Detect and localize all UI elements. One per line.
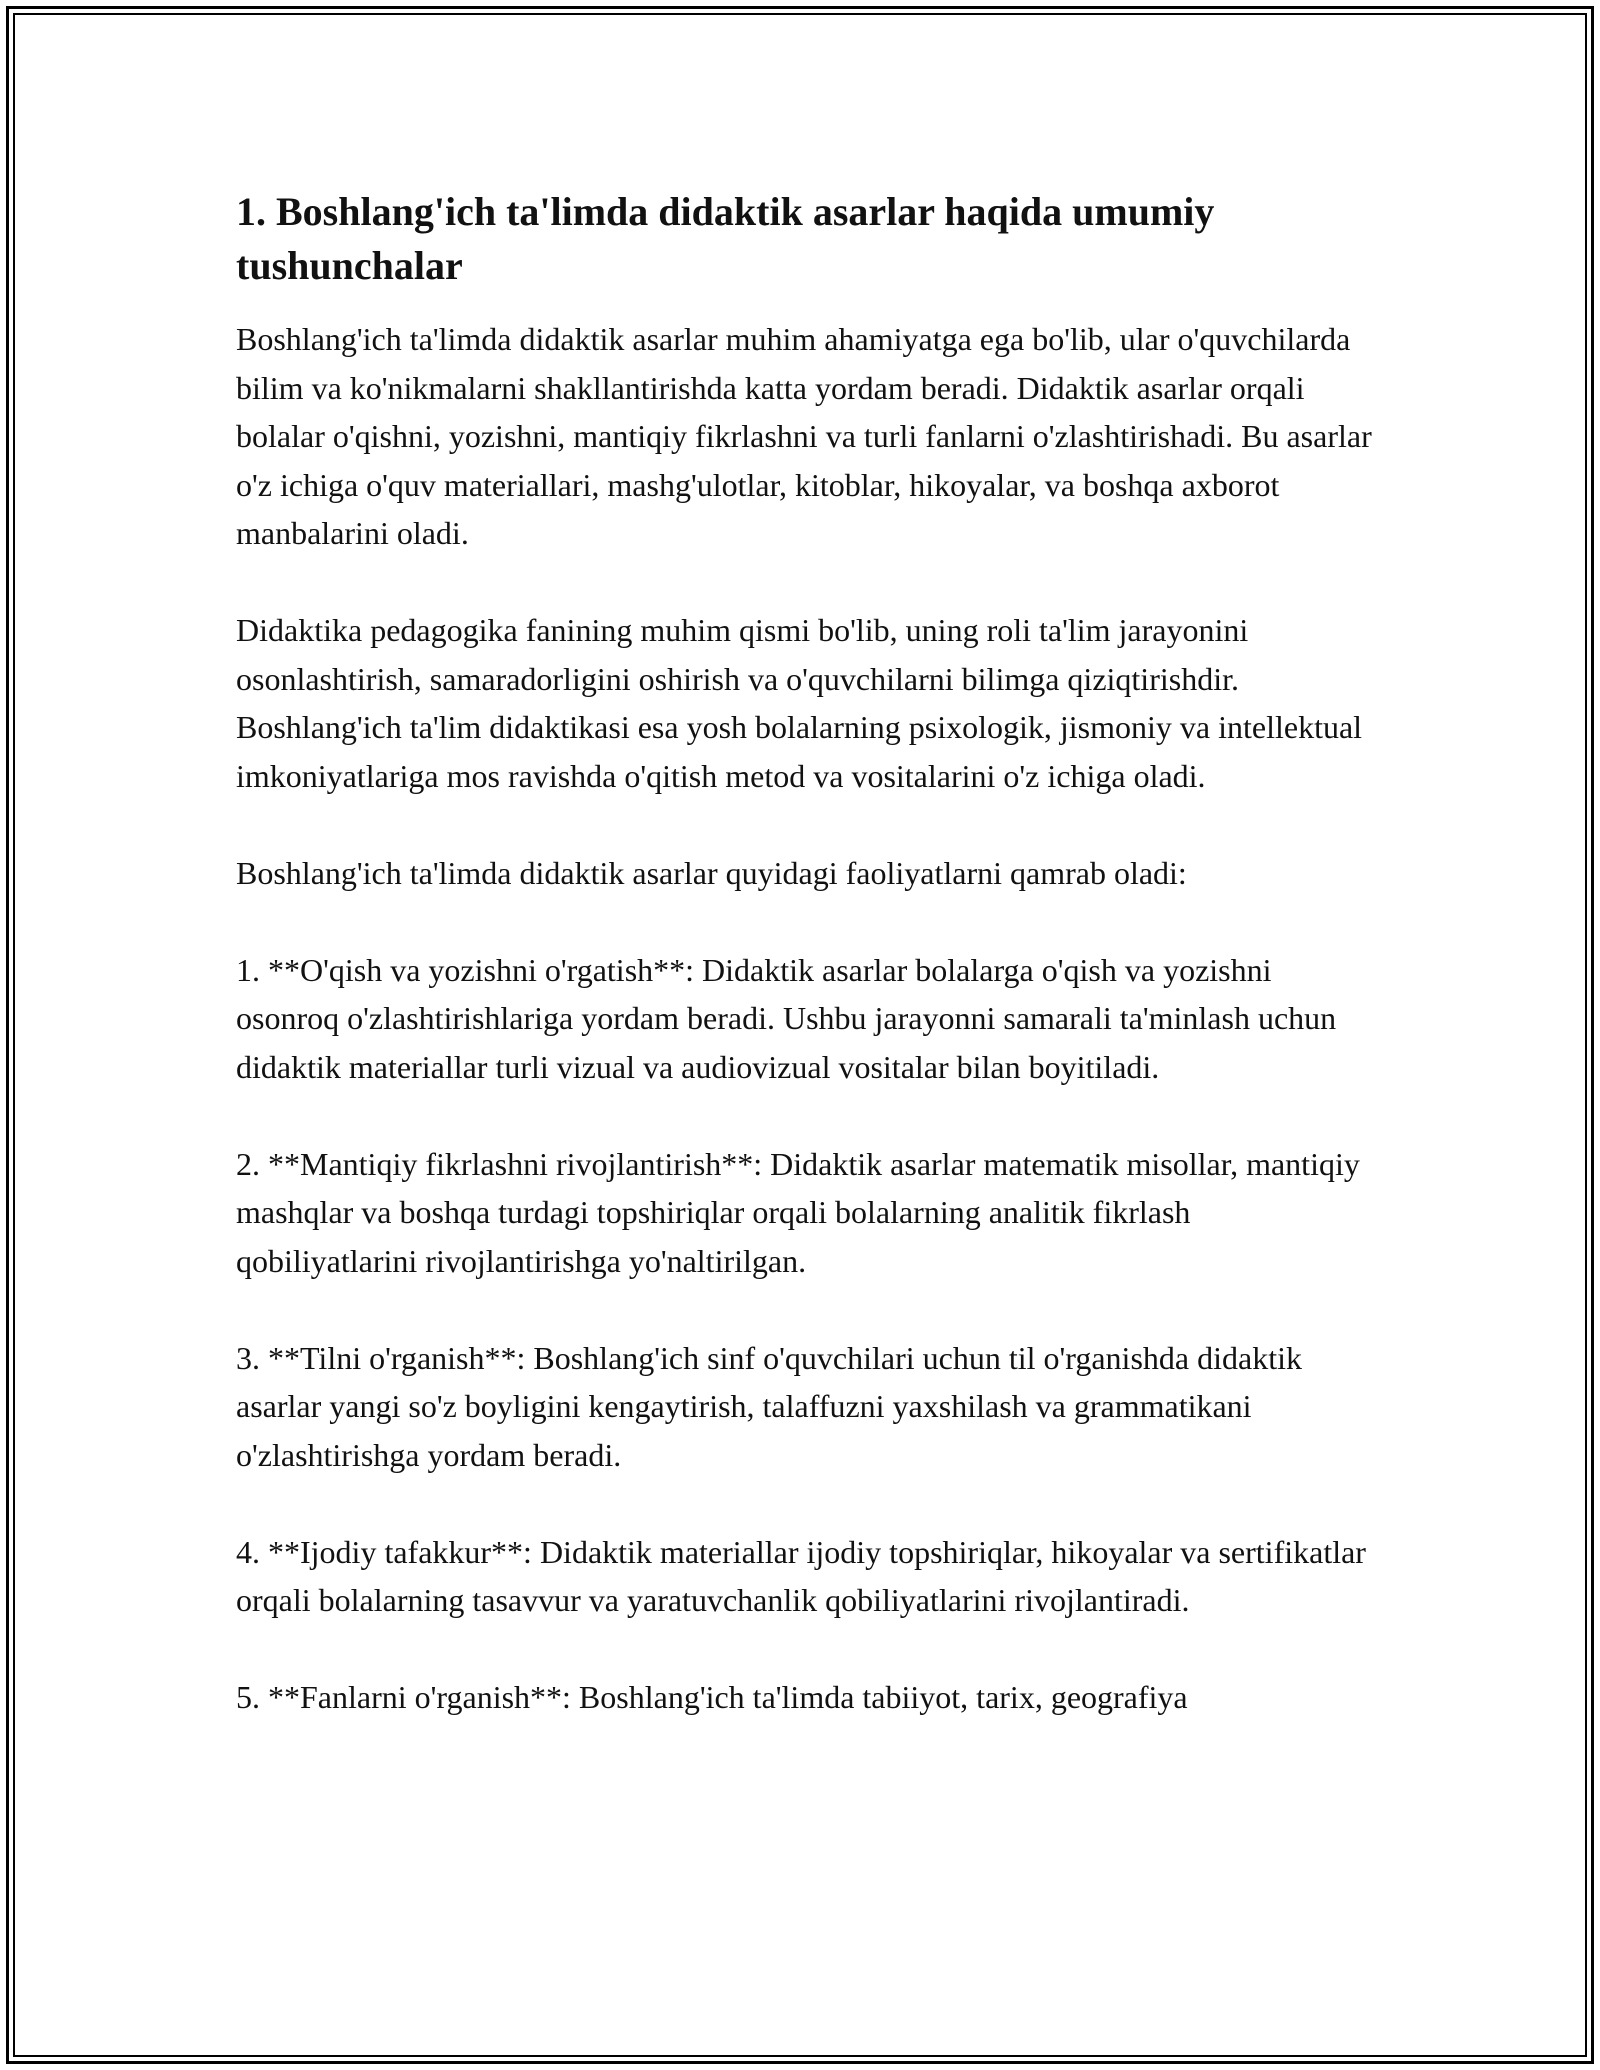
list-item-reading-writing: 1. **O'qish va yozishni o'rgatish**: Didaktik asarlar bolalarga o'qish va yozishni osonroq o'zlashtirishlariga yordam beradi. Ushbu jarayonni samarali ta'minlash uchun didaktik materiallar turli vizual va audiovizual vositalar bilan boyitiladi. [236, 951, 1337, 1085]
list-item-creative-thinking: 4. **Ijodiy tafakkur**: Didaktik materiallar ijodiy topshiriqlar, hikoyalar va sertifikatlar orqali bolalarning tasavvur va yaratuvchanlik qobiliyatlarini rivojlantiradi. [236, 1533, 1366, 1618]
list-item-subjects: 5. **Fanlarni o'rganish**: Boshlang'ich ta'limda tabiiyot, tarix, geografiya [236, 1679, 1188, 1715]
paragraph-intro: Boshlang'ich ta'limda didaktik asarlar muhim ahamiyatga ega bo'lib, ular o'quvchilarda bilim va ko'nikmalarni shakllantirishda katta yordam beradi. Didaktik asarlar orqali bolalar o'qishni, yozishni, mantiqiy fikrlashni va turli fanlarni o'zlashtirishadi. Bu asarlar o'z ichiga o'quv materiallari, mashg'ulotlar, kitoblar, hikoyalar, va boshqa axborot manbalarini oladi. [236, 321, 1372, 551]
list-item-language: 3. **Tilni o'rganish**: Boshlang'ich sinf o'quvchilari uchun til o'rganishda didaktik asarlar yangi so'z boyligini kengaytirish, talaffuzni yaxshilash va grammatikani o'zlashtirishga yordam beradi. [236, 1339, 1302, 1473]
list-item-logical-thinking: 2. **Mantiqiy fikrlashni rivojlantirish**: Didaktik asarlar matematik misollar, mantiqiy mashqlar va boshqa turdagi topshiriqlar orqali bolalarning analitik fikrlash qobiliyatlarini rivojlantirishga yo'naltirilgan. [236, 1145, 1360, 1279]
document-page [236, 185, 1376, 1722]
paragraph-didactics: Didaktika pedagogika fanining muhim qismi bo'lib, uning roli ta'lim jarayonini osonlashtirish, samaradorligini oshirish va o'quvchilarni bilimga qiziqtirishdir. Boshlang'ich ta'lim didaktikasi esa yosh bolalarning psixologik, jismoniy va intellektual imkoniyatlariga mos ravishda o'qitish metod va vositalarini o'z ichiga oladi. [236, 612, 1363, 794]
section-heading: 1. Boshlang'ich ta'limda didaktik asarlar haqida umumiy tushunchalar [236, 189, 1215, 288]
paragraph-activities-lead: Boshlang'ich ta'limda didaktik asarlar quyidagi faoliyatlarni qamrab oladi: [236, 854, 1187, 891]
